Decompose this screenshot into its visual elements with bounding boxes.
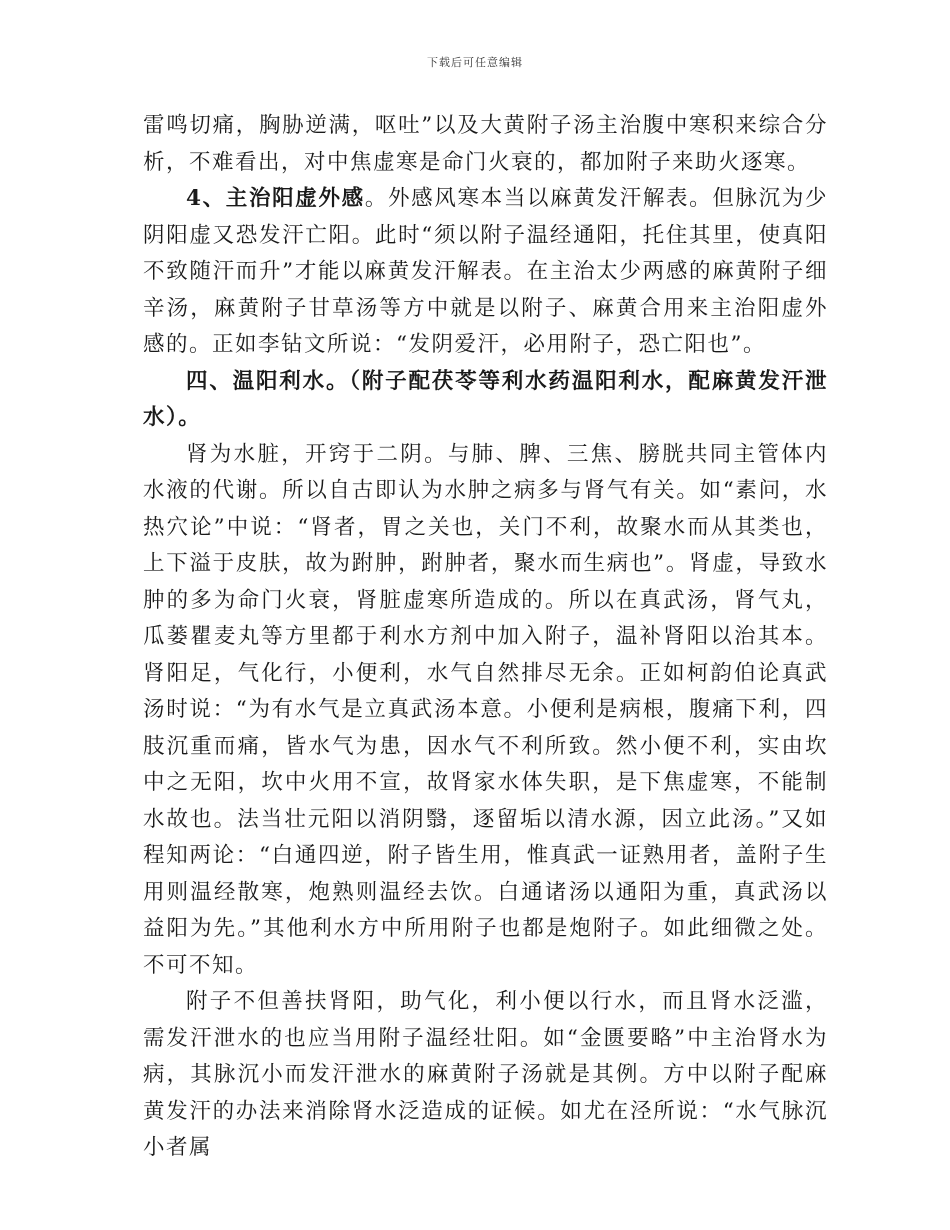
paragraph-3: 肾为水脏，开窍于二阴。与肺、脾、三焦、膀胱共同主管体内水液的代谢。所以自古即认为水肿之病多与肾气有关。如“素问，水热穴论”中说：“肾者，胃之关也，关门不利，故聚水而从其类也，上下溢于皮肤，故为跗肿，跗肿者，聚水而生病也”。肾虚，导致水肿的多为命门火衰，肾脏虚寒所造成的。所以在真武汤，肾气丸，瓜蒌瞿麦丸等方里都于利水方剂中加入附子，温补肾阳以治其本。肾阳足，气化行，小便利，水气自然排尽无余。正如柯韵伯论真武汤时说：“为有水气是立真武汤本意。小便利是病根，腹痛下利，四肢沉重而痛，皆水气为患，因水气不利所致。然小便不利，实由坎中之无阳，坎中火用不宣，故肾家水体失职，是下焦虚寒，不能制水故也。法当壮元阳以消阴翳，逐留垢以清水源，因立此汤。”又如程知两论：“白通四逆，附子皆生用，惟真武一证熟用者，盖附子生用则温经散寒，炮熟则温经去饮。白通诸汤以通阳为重，真武汤以益阳为先。”其他利水方中所用附子也都是炮附子。如此细微之处。不可不知。 [143, 441, 828, 978]
paragraph-1: 雷鸣切痛，胸胁逆满，呕吐”以及大黄附子汤主治腹中寒积来综合分析，不难看出，对中焦虚寒是命门火衰的，都加附子来助火逐寒。 [143, 113, 828, 175]
section-heading: 四、温阳利水。（附子配茯苓等利水药温阳利水，配麻黄发汗泄水）。 [143, 368, 828, 430]
paragraph-4: 附子不但善扶肾阳，助气化，利小便以行水，而且肾水泛滥，需发汗泄水的也应当用附子温经壮阳。如“金匮要略”中主治肾水为病，其脉沉小而发汗泄水的麻黄附子汤就是其例。方中以附子配麻黄发汗的办法来消除肾水泛造成的证候。如尤在泾所说：“水气脉沉小者属 [143, 989, 828, 1160]
paragraph-2-body: 。外感风寒本当以麻黄发汗解表。但脉沉为少阴阳虚又恐发汗亡阳。此时“须以附子温经通阳，托住其里，使真阳不致随汗而升”才能以麻黄发汗解表。在主治太少两感的麻黄附子细辛汤，麻黄附子甘草汤等方中就是以附子、麻黄合用来主治阳虚外感的。正如李钻文所说：“发阴爱汗，必用附子，恐亡阳也”。 [143, 186, 828, 357]
paragraph-2 [143, 181, 828, 364]
paragraph-2-title: 4、主治阳虚外感 [186, 186, 365, 211]
page-header: 下载后可任意编辑 [427, 56, 523, 69]
document-body [143, 108, 828, 1167]
